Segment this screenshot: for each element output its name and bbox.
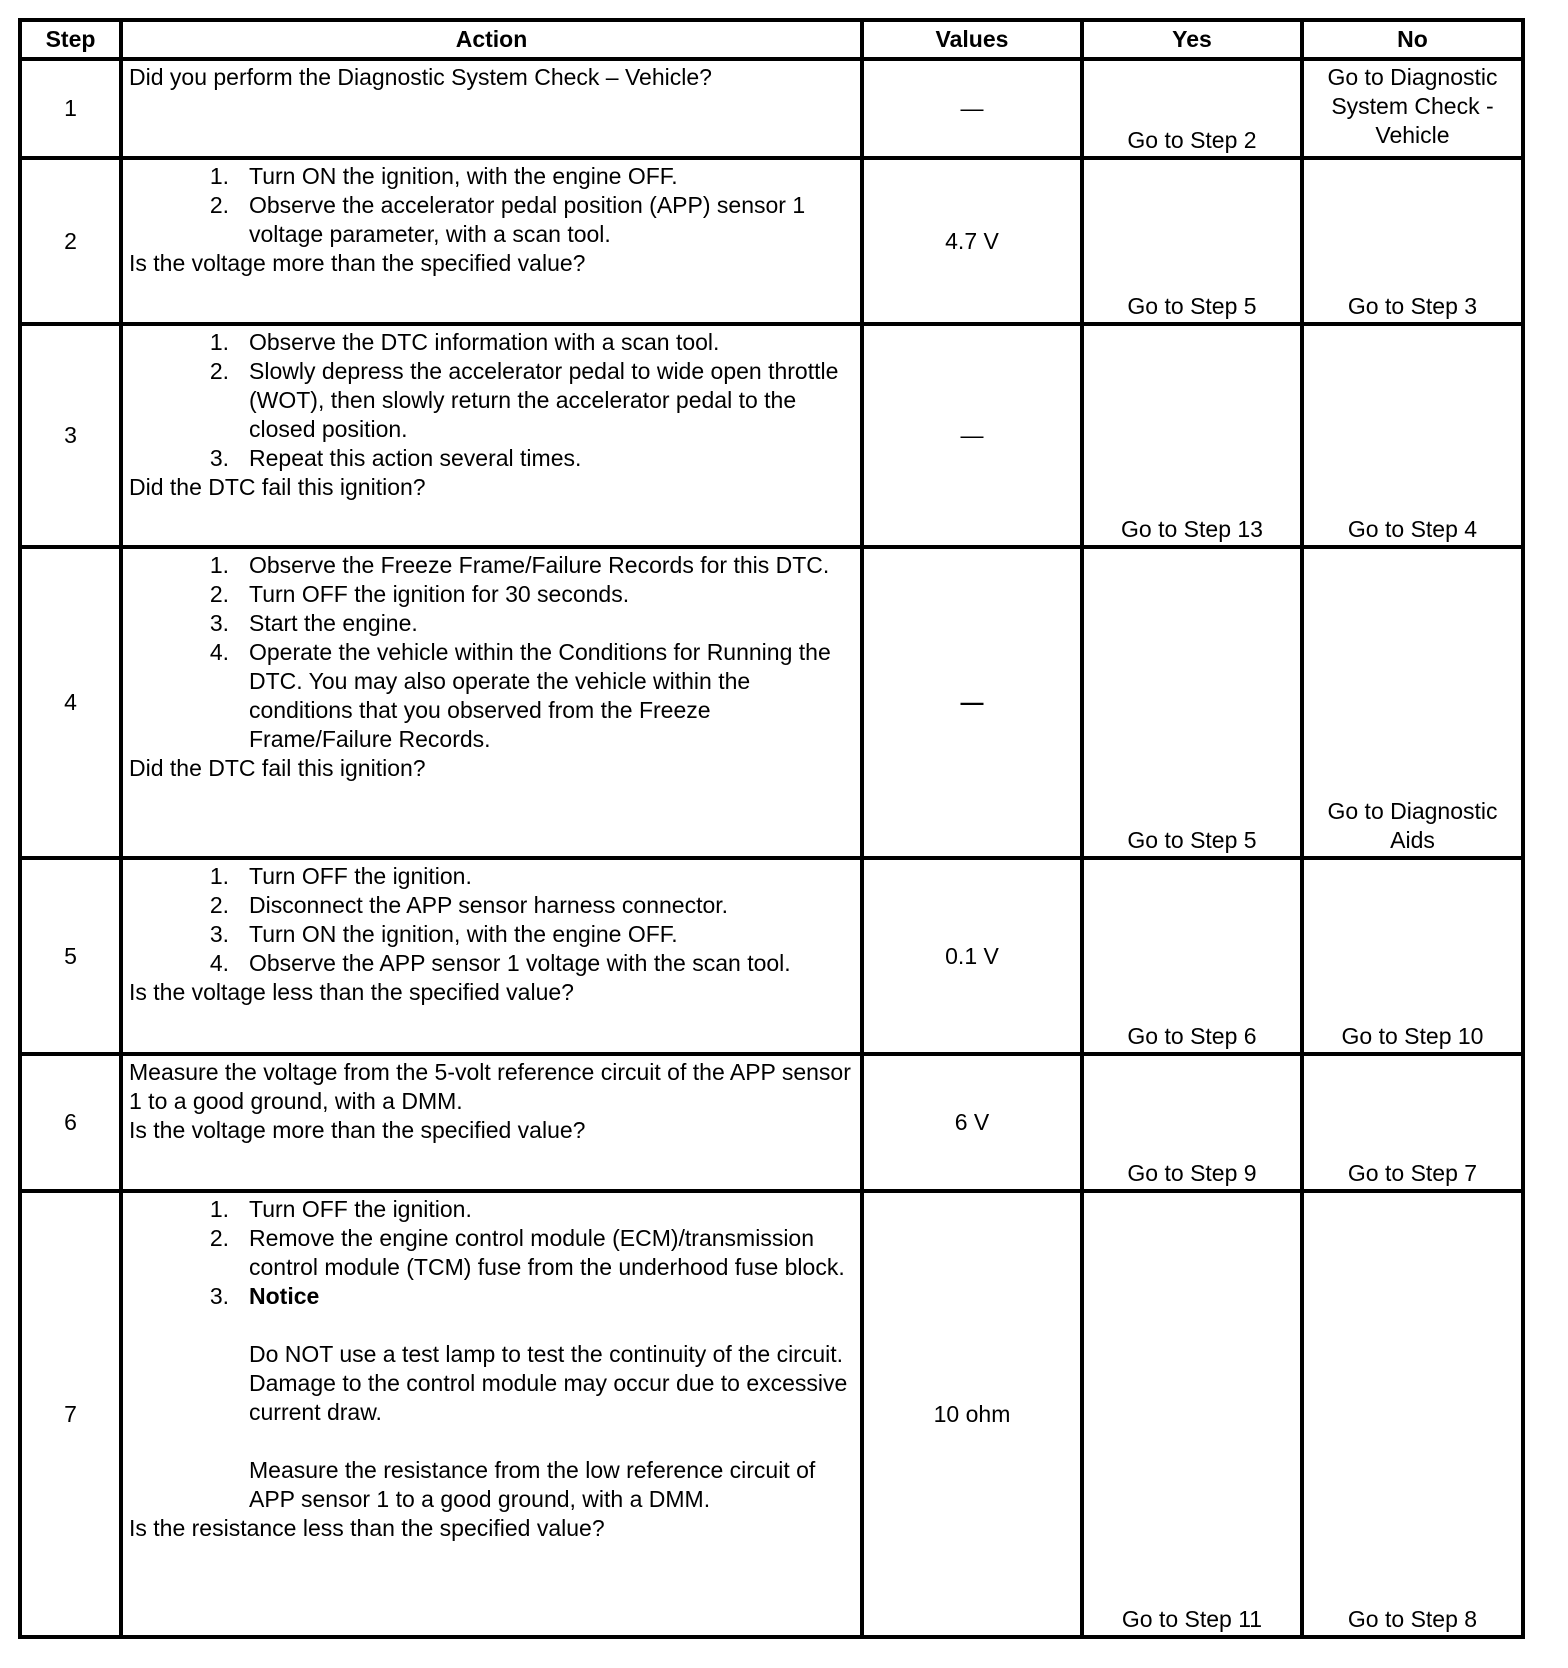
list-item: 2. Observe the accelerator pedal position (APP) sensor 1 voltage parameter, with a scan tool. bbox=[209, 192, 806, 247]
step-number: 1 bbox=[20, 59, 121, 158]
table-row bbox=[20, 1054, 1523, 1191]
action-cell bbox=[121, 1191, 862, 1637]
value-cell: 10 ohm bbox=[862, 1191, 1082, 1637]
action-text: Did you perform the Diagnostic System Check – Vehicle? bbox=[129, 64, 712, 90]
value-cell: — bbox=[862, 547, 1082, 858]
question-text: Did the DTC fail this ignition? bbox=[129, 474, 426, 500]
list-item: 3. Notice bbox=[129, 1282, 854, 1311]
no-cell: Go to Step 7 bbox=[1302, 1054, 1523, 1191]
no-cell: Go to Step 4 bbox=[1302, 324, 1523, 547]
list-item: 1. Observe the DTC information with a scan tool. bbox=[209, 329, 720, 355]
table-row bbox=[20, 547, 1523, 858]
yes-cell: Go to Step 6 bbox=[1082, 858, 1302, 1054]
yes-cell: Go to Step 11 bbox=[1082, 1191, 1302, 1637]
no-cell: Go to Diagnostic Aids bbox=[1302, 547, 1523, 858]
list-item: 2. Disconnect the APP sensor harness connector. bbox=[209, 892, 729, 918]
value-cell: 0.1 V bbox=[862, 858, 1082, 1054]
yes-cell: Go to Step 9 bbox=[1082, 1054, 1302, 1191]
no-cell: Go to Diagnostic System Check - Vehicle bbox=[1302, 59, 1523, 158]
header-action: Action bbox=[121, 20, 862, 59]
list-item: 2. Slowly depress the accelerator pedal to wide open throttle (WOT), then slowly return the accelerator pedal to the closed position. bbox=[209, 358, 839, 442]
question-text: Is the voltage less than the specified value? bbox=[129, 979, 574, 1005]
header-row bbox=[20, 20, 1523, 59]
step-number: 5 bbox=[20, 858, 121, 1054]
action-cell bbox=[121, 858, 862, 1054]
table-row bbox=[20, 324, 1523, 547]
action-cell bbox=[121, 59, 862, 158]
action-cell bbox=[121, 158, 862, 324]
header-step: Step bbox=[20, 20, 121, 59]
value-cell: 6 V bbox=[862, 1054, 1082, 1191]
header-no: No bbox=[1302, 20, 1523, 59]
diagnostic-table bbox=[18, 18, 1525, 1639]
no-cell: Go to Step 8 bbox=[1302, 1191, 1523, 1637]
notice-text: Do NOT use a test lamp to test the continuity of the circuit. Damage to the control module may occur due to excessive current draw. bbox=[249, 1341, 848, 1425]
list-item: 1. Observe the Freeze Frame/Failure Records for this DTC. bbox=[209, 552, 830, 578]
value-cell: — bbox=[862, 324, 1082, 547]
yes-cell: Go to Step 5 bbox=[1082, 158, 1302, 324]
step-number: 2 bbox=[20, 158, 121, 324]
table-row bbox=[20, 858, 1523, 1054]
value-cell: — bbox=[862, 59, 1082, 158]
step-number: 7 bbox=[20, 1191, 121, 1637]
step-number: 3 bbox=[20, 324, 121, 547]
action-cell bbox=[121, 547, 862, 858]
question-text: Is the voltage more than the specified value? bbox=[129, 250, 586, 276]
table-row bbox=[20, 158, 1523, 324]
list-item: 2. Remove the engine control module (ECM)/transmission control module (TCM) fuse from the underhood fuse block. bbox=[209, 1225, 845, 1280]
yes-cell: Go to Step 2 bbox=[1082, 59, 1302, 158]
list-item: 4. Observe the APP sensor 1 voltage with the scan tool. bbox=[209, 950, 791, 976]
notice-label: Notice bbox=[249, 1283, 320, 1309]
list-item: 3. Repeat this action several times. bbox=[209, 445, 582, 471]
list-item: 1. Turn OFF the ignition. bbox=[209, 1196, 472, 1222]
table-row bbox=[20, 59, 1523, 158]
question-text: Did the DTC fail this ignition? bbox=[129, 755, 426, 781]
question-text: Is the voltage more than the specified value? bbox=[129, 1117, 586, 1143]
yes-cell: Go to Step 13 bbox=[1082, 324, 1302, 547]
header-values: Values bbox=[862, 20, 1082, 59]
header-yes: Yes bbox=[1082, 20, 1302, 59]
list-item: 4. Operate the vehicle within the Conditions for Running the DTC. You may also operate the vehicle within the conditions that you observed from the Freeze Frame/Failure Records. bbox=[209, 639, 831, 752]
no-cell: Go to Step 10 bbox=[1302, 858, 1523, 1054]
step-number: 6 bbox=[20, 1054, 121, 1191]
list-item: 3. Start the engine. bbox=[209, 610, 418, 636]
action-cell bbox=[121, 1054, 862, 1191]
list-item: 2. Turn OFF the ignition for 30 seconds. bbox=[209, 581, 630, 607]
list-item: 1. Turn ON the ignition, with the engine OFF. bbox=[209, 163, 678, 189]
list-item: 3. Turn ON the ignition, with the engine OFF. bbox=[209, 921, 678, 947]
value-cell: 4.7 V bbox=[862, 158, 1082, 324]
list-item: 1. Turn OFF the ignition. bbox=[209, 863, 472, 889]
yes-cell: Go to Step 5 bbox=[1082, 547, 1302, 858]
table-row bbox=[20, 1191, 1523, 1637]
instruction-text: Measure the resistance from the low reference circuit of APP sensor 1 to a good ground, with a DMM. bbox=[249, 1457, 816, 1512]
step-number: 4 bbox=[20, 547, 121, 858]
no-cell: Go to Step 3 bbox=[1302, 158, 1523, 324]
action-text: Measure the voltage from the 5-volt reference circuit of the APP sensor 1 to a good ground, with a DMM. bbox=[129, 1059, 851, 1114]
action-cell bbox=[121, 324, 862, 547]
question-text: Is the resistance less than the specified value? bbox=[129, 1515, 605, 1541]
